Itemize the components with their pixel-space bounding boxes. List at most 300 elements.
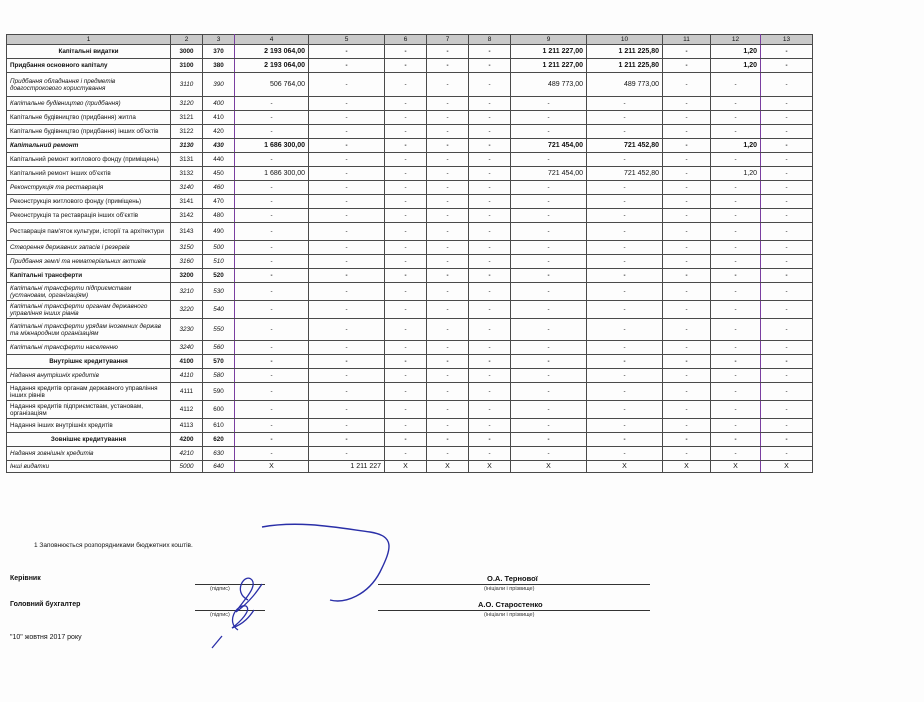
row-label: Капітальні трансферти населенню [7, 341, 171, 355]
value-cell-col-10: 721 452,80 [587, 167, 663, 181]
value-cell-col-9: - [511, 301, 587, 319]
kekv-code-cell: 4210 [171, 447, 203, 461]
value-cell-col-12: 1,20 [711, 139, 761, 153]
value-cell-col-11: X [663, 461, 711, 473]
row-label: Реконструкція та реставрація [7, 181, 171, 195]
column-number-header: 3 [203, 35, 235, 45]
value-cell-col-7: - [427, 283, 469, 301]
value-cell-col-4: X [235, 461, 309, 473]
value-cell-col-6: X [385, 461, 427, 473]
row-label: Капітальні трансферти органам державного управління інших рівнів [7, 301, 171, 319]
line-code-cell: 430 [203, 139, 235, 153]
kekv-code-cell: 3220 [171, 301, 203, 319]
row-label: Капітальні трансферти підприємствам (установам, організаціям) [7, 283, 171, 301]
line-code-cell: 390 [203, 73, 235, 97]
value-cell-col-11: - [663, 241, 711, 255]
line-code-cell: 410 [203, 111, 235, 125]
value-cell-col-10: - [587, 419, 663, 433]
value-cell-col-7: X [427, 461, 469, 473]
value-cell-col-10: - [587, 209, 663, 223]
value-cell-col-6: - [385, 209, 427, 223]
value-cell-col-5: - [309, 255, 385, 269]
value-cell-col-5: - [309, 139, 385, 153]
value-cell-col-5: - [309, 433, 385, 447]
line-code-cell: 540 [203, 301, 235, 319]
value-cell-col-11: - [663, 195, 711, 209]
kekv-code-cell: 3140 [171, 181, 203, 195]
kekv-code-cell: 3142 [171, 209, 203, 223]
value-cell-col-6: - [385, 223, 427, 241]
value-cell-col-10: - [587, 383, 663, 401]
kekv-code-cell: 3240 [171, 341, 203, 355]
value-cell-col-6: - [385, 369, 427, 383]
value-cell-col-6: - [385, 241, 427, 255]
value-cell-col-4: - [235, 369, 309, 383]
kekv-code-cell: 3130 [171, 139, 203, 153]
row-label: Капітальне будівництво (придбання) [7, 97, 171, 111]
value-cell-col-9: - [511, 319, 587, 341]
value-cell-col-5: - [309, 401, 385, 419]
value-cell-col-13: - [761, 111, 813, 125]
value-cell-col-12: - [711, 73, 761, 97]
table-row [7, 223, 813, 241]
table-row [7, 401, 813, 419]
value-cell-col-10: - [587, 269, 663, 283]
value-cell-col-12: - [711, 209, 761, 223]
line-code-cell: 420 [203, 125, 235, 139]
value-cell-col-4: - [235, 153, 309, 167]
row-label: Капітальні видатки [7, 45, 171, 59]
table-row [7, 97, 813, 111]
value-cell-col-8: - [469, 209, 511, 223]
row-label: Надання інших внутрішніх кредитів [7, 419, 171, 433]
row-label: Реконструкція та реставрація інших об'єктів [7, 209, 171, 223]
value-cell-col-12: - [711, 111, 761, 125]
table-row [7, 433, 813, 447]
value-cell-col-11: - [663, 223, 711, 241]
value-cell-col-4: - [235, 223, 309, 241]
value-cell-col-13: - [761, 401, 813, 419]
value-cell-col-13: - [761, 447, 813, 461]
value-cell-col-12: - [711, 97, 761, 111]
value-cell-col-6: - [385, 419, 427, 433]
kekv-code-cell: 3132 [171, 167, 203, 181]
kekv-code-cell: 3121 [171, 111, 203, 125]
value-cell-col-13: - [761, 153, 813, 167]
value-cell-col-11: - [663, 125, 711, 139]
kekv-code-cell: 4112 [171, 401, 203, 419]
value-cell-col-5: - [309, 355, 385, 369]
value-cell-col-10: - [587, 97, 663, 111]
accountant-name-caption: (ініціали і прізвище) [484, 612, 535, 618]
value-cell-col-11: - [663, 111, 711, 125]
kekv-code-cell: 3122 [171, 125, 203, 139]
value-cell-col-6: - [385, 283, 427, 301]
row-label: Капітальний ремонт [7, 139, 171, 153]
value-cell-col-5: - [309, 195, 385, 209]
value-cell-col-5: - [309, 383, 385, 401]
value-cell-col-11: - [663, 139, 711, 153]
value-cell-col-8: - [469, 401, 511, 419]
line-code-cell: 570 [203, 355, 235, 369]
line-code-cell: 460 [203, 181, 235, 195]
value-cell-col-7: - [427, 401, 469, 419]
value-cell-col-5: - [309, 341, 385, 355]
value-cell-col-13: - [761, 319, 813, 341]
value-cell-col-4: - [235, 301, 309, 319]
kekv-code-cell: 3230 [171, 319, 203, 341]
value-cell-col-7: - [427, 433, 469, 447]
value-cell-col-8: X [469, 461, 511, 473]
value-cell-col-9: - [511, 269, 587, 283]
table-row [7, 139, 813, 153]
value-cell-col-10: 489 773,00 [587, 73, 663, 97]
column-number-header: 2 [171, 35, 203, 45]
value-cell-col-10: - [587, 195, 663, 209]
value-cell-col-8: - [469, 269, 511, 283]
value-cell-col-8: - [469, 283, 511, 301]
value-cell-col-4: - [235, 319, 309, 341]
value-cell-col-9: - [511, 223, 587, 241]
value-cell-col-10: - [587, 447, 663, 461]
value-cell-col-4: - [235, 195, 309, 209]
value-cell-col-5: - [309, 419, 385, 433]
table-row [7, 419, 813, 433]
head-name: О.А. Тернової [487, 574, 538, 583]
value-cell-col-7: - [427, 355, 469, 369]
value-cell-col-7: - [427, 111, 469, 125]
value-cell-col-12: - [711, 283, 761, 301]
value-cell-col-11: - [663, 369, 711, 383]
value-cell-col-6: - [385, 341, 427, 355]
value-cell-col-10: - [587, 301, 663, 319]
value-cell-col-9: 489 773,00 [511, 73, 587, 97]
value-cell-col-10: 1 211 225,80 [587, 45, 663, 59]
value-cell-col-7: - [427, 209, 469, 223]
value-cell-col-13: - [761, 341, 813, 355]
value-cell-col-4: - [235, 181, 309, 195]
value-cell-col-5: - [309, 369, 385, 383]
value-cell-col-7: - [427, 167, 469, 181]
row-label: Капітальні трансферти урядам іноземних держав та міжнародним організаціям [7, 319, 171, 341]
value-cell-col-8: - [469, 139, 511, 153]
value-cell-col-7: - [427, 73, 469, 97]
value-cell-col-5: - [309, 447, 385, 461]
value-cell-col-9: - [511, 383, 587, 401]
value-cell-col-7: - [427, 419, 469, 433]
value-cell-col-12: 1,20 [711, 167, 761, 181]
value-cell-col-9: - [511, 111, 587, 125]
value-cell-col-12: - [711, 341, 761, 355]
value-cell-col-11: - [663, 45, 711, 59]
value-cell-col-11: - [663, 283, 711, 301]
head-label: Керівник [10, 575, 41, 582]
header-row [7, 35, 813, 45]
value-cell-col-8: - [469, 341, 511, 355]
value-cell-col-6: - [385, 401, 427, 419]
value-cell-col-6: - [385, 111, 427, 125]
value-cell-col-7: - [427, 45, 469, 59]
row-label: Придбання землі та нематеріальних активів [7, 255, 171, 269]
value-cell-col-7: - [427, 195, 469, 209]
value-cell-col-8: - [469, 433, 511, 447]
value-cell-col-9: - [511, 341, 587, 355]
line-code-cell: 520 [203, 269, 235, 283]
value-cell-col-7: - [427, 125, 469, 139]
value-cell-col-5: - [309, 241, 385, 255]
line-code-cell: 600 [203, 401, 235, 419]
value-cell-col-8: - [469, 195, 511, 209]
value-cell-col-7: - [427, 369, 469, 383]
table-row [7, 255, 813, 269]
footnote: 1 Заповнюється розпорядниками бюджетних коштів. [34, 542, 193, 549]
value-cell-col-4: - [235, 283, 309, 301]
value-cell-col-6: - [385, 181, 427, 195]
value-cell-col-11: - [663, 319, 711, 341]
value-cell-col-8: - [469, 301, 511, 319]
value-cell-col-12: - [711, 401, 761, 419]
value-cell-col-4: - [235, 355, 309, 369]
column-number-header: 11 [663, 35, 711, 45]
accountant-sign-line [195, 610, 265, 611]
value-cell-col-12: - [711, 319, 761, 341]
value-cell-col-6: - [385, 73, 427, 97]
kekv-code-cell: 4111 [171, 383, 203, 401]
value-cell-col-12: - [711, 269, 761, 283]
row-label: Капітальне будівництво (придбання) житла [7, 111, 171, 125]
kekv-code-cell: 3120 [171, 97, 203, 111]
value-cell-col-4: 1 686 300,00 [235, 167, 309, 181]
table-row [7, 341, 813, 355]
value-cell-col-9: - [511, 355, 587, 369]
value-cell-col-13: - [761, 97, 813, 111]
line-code-cell: 480 [203, 209, 235, 223]
row-label: Внутрішнє кредитування [7, 355, 171, 369]
table-row [7, 383, 813, 401]
value-cell-col-9: - [511, 181, 587, 195]
value-cell-col-9: - [511, 209, 587, 223]
value-cell-col-12: X [711, 461, 761, 473]
value-cell-col-8: - [469, 241, 511, 255]
value-cell-col-10: - [587, 341, 663, 355]
value-cell-col-12: - [711, 223, 761, 241]
value-cell-col-6: - [385, 195, 427, 209]
value-cell-col-13: - [761, 209, 813, 223]
column-number-header: 7 [427, 35, 469, 45]
value-cell-col-11: - [663, 447, 711, 461]
value-cell-col-6: - [385, 319, 427, 341]
line-code-cell: 500 [203, 241, 235, 255]
kekv-code-cell: 3141 [171, 195, 203, 209]
row-label: Реставрація пам'яток культури, історії та архітектури [7, 223, 171, 241]
value-cell-col-5: - [309, 167, 385, 181]
line-code-cell: 530 [203, 283, 235, 301]
value-cell-col-11: - [663, 433, 711, 447]
document-date: "10" жовтня 2017 року [10, 634, 82, 641]
column-number-header: 4 [235, 35, 309, 45]
row-label: Надання кредитів підприємствам, установам, організаціям [7, 401, 171, 419]
value-cell-col-11: - [663, 59, 711, 73]
value-cell-col-10: - [587, 283, 663, 301]
value-cell-col-12: - [711, 419, 761, 433]
value-cell-col-7: - [427, 241, 469, 255]
value-cell-col-9: - [511, 283, 587, 301]
value-cell-col-9: 1 211 227,00 [511, 59, 587, 73]
value-cell-col-8: - [469, 111, 511, 125]
value-cell-col-6: - [385, 301, 427, 319]
row-label: Реконструкція житлового фонду (приміщень) [7, 195, 171, 209]
value-cell-col-5: - [309, 181, 385, 195]
value-cell-col-12: - [711, 383, 761, 401]
value-cell-col-9: X [511, 461, 587, 473]
value-cell-col-4: 1 686 300,00 [235, 139, 309, 153]
value-cell-col-5: - [309, 45, 385, 59]
value-cell-col-9: - [511, 195, 587, 209]
value-cell-col-13: - [761, 283, 813, 301]
value-cell-col-13: X [761, 461, 813, 473]
value-cell-col-11: - [663, 269, 711, 283]
value-cell-col-5: - [309, 301, 385, 319]
value-cell-col-4: 2 193 064,00 [235, 59, 309, 73]
column-number-header: 8 [469, 35, 511, 45]
value-cell-col-5: - [309, 209, 385, 223]
value-cell-col-8: - [469, 167, 511, 181]
value-cell-col-7: - [427, 181, 469, 195]
value-cell-col-13: - [761, 241, 813, 255]
value-cell-col-7: - [427, 139, 469, 153]
value-cell-col-8: - [469, 419, 511, 433]
table-row [7, 167, 813, 181]
value-cell-col-7: - [427, 319, 469, 341]
value-cell-col-11: - [663, 341, 711, 355]
kekv-code-cell: 3150 [171, 241, 203, 255]
value-cell-col-13: - [761, 269, 813, 283]
table-row [7, 461, 813, 473]
value-cell-col-11: - [663, 355, 711, 369]
line-code-cell: 550 [203, 319, 235, 341]
value-cell-col-4: - [235, 419, 309, 433]
value-cell-col-12: 1,20 [711, 59, 761, 73]
value-cell-col-7: - [427, 153, 469, 167]
table-row [7, 269, 813, 283]
kekv-code-cell: 3143 [171, 223, 203, 241]
value-cell-col-7: - [427, 341, 469, 355]
column-number-header: 9 [511, 35, 587, 45]
value-cell-col-13: - [761, 73, 813, 97]
value-cell-col-9: - [511, 433, 587, 447]
table-row [7, 59, 813, 73]
row-label: Придбання обладнання і предметів довгострокового користування [7, 73, 171, 97]
value-cell-col-8: - [469, 153, 511, 167]
value-cell-col-8: - [469, 383, 511, 401]
value-cell-col-5: - [309, 125, 385, 139]
value-cell-col-12: - [711, 195, 761, 209]
value-cell-col-10: - [587, 153, 663, 167]
row-label: Капітальний ремонт житлового фонду (приміщень) [7, 153, 171, 167]
value-cell-col-7: - [427, 97, 469, 111]
value-cell-col-10: - [587, 369, 663, 383]
value-cell-col-10: - [587, 319, 663, 341]
column-number-header: 5 [309, 35, 385, 45]
value-cell-col-13: - [761, 125, 813, 139]
kekv-code-cell: 4110 [171, 369, 203, 383]
value-cell-col-7: - [427, 301, 469, 319]
kekv-code-cell: 3160 [171, 255, 203, 269]
value-cell-col-6: - [385, 167, 427, 181]
value-cell-col-4: - [235, 241, 309, 255]
accountant-name: А.О. Старостенко [478, 600, 543, 609]
value-cell-col-4: - [235, 447, 309, 461]
value-cell-col-8: - [469, 255, 511, 269]
signature-stroke-long [262, 524, 389, 601]
value-cell-col-10: 1 211 225,80 [587, 59, 663, 73]
table-row [7, 319, 813, 341]
value-cell-col-6: - [385, 153, 427, 167]
line-code-cell: 490 [203, 223, 235, 241]
value-cell-col-10: - [587, 223, 663, 241]
value-cell-col-7: - [427, 223, 469, 241]
value-cell-col-11: - [663, 383, 711, 401]
value-cell-col-4: - [235, 269, 309, 283]
value-cell-col-10: - [587, 255, 663, 269]
value-cell-col-9: - [511, 241, 587, 255]
value-cell-col-4: 506 764,00 [235, 73, 309, 97]
value-cell-col-12: 1,20 [711, 45, 761, 59]
value-cell-col-11: - [663, 167, 711, 181]
value-cell-col-10: - [587, 125, 663, 139]
value-cell-col-5: - [309, 73, 385, 97]
kekv-code-cell: 3000 [171, 45, 203, 59]
value-cell-col-13: - [761, 255, 813, 269]
value-cell-col-5: 1 211 227 [309, 461, 385, 473]
value-cell-col-5: - [309, 111, 385, 125]
value-cell-col-13: - [761, 355, 813, 369]
value-cell-col-11: - [663, 181, 711, 195]
line-code-cell: 590 [203, 383, 235, 401]
value-cell-col-6: - [385, 125, 427, 139]
table-row [7, 73, 813, 97]
column-number-header: 10 [587, 35, 663, 45]
row-label: Надання кредитів органам державного управління інших рівнів [7, 383, 171, 401]
value-cell-col-13: - [761, 419, 813, 433]
head-sign-caption: (підпис) [210, 586, 230, 592]
value-cell-col-11: - [663, 401, 711, 419]
accountant-name-line [378, 610, 650, 611]
value-cell-col-6: - [385, 97, 427, 111]
value-cell-col-4: 2 193 064,00 [235, 45, 309, 59]
value-cell-col-5: - [309, 283, 385, 301]
row-label: Створення державних запасів і резервів [7, 241, 171, 255]
value-cell-col-11: - [663, 419, 711, 433]
value-cell-col-13: - [761, 223, 813, 241]
row-label: Надання зовнішніх кредитів [7, 447, 171, 461]
line-code-cell: 630 [203, 447, 235, 461]
value-cell-col-13: - [761, 181, 813, 195]
value-cell-col-10: - [587, 241, 663, 255]
value-cell-col-10: 721 452,80 [587, 139, 663, 153]
line-code-cell: 610 [203, 419, 235, 433]
value-cell-col-4: - [235, 255, 309, 269]
value-cell-col-4: - [235, 341, 309, 355]
line-code-cell: 620 [203, 433, 235, 447]
row-label: Зовнішнє кредитування [7, 433, 171, 447]
value-cell-col-8: - [469, 319, 511, 341]
value-cell-col-5: - [309, 269, 385, 283]
value-cell-col-5: - [309, 97, 385, 111]
column-number-header: 1 [7, 35, 171, 45]
value-cell-col-13: - [761, 301, 813, 319]
value-cell-col-7: - [427, 383, 469, 401]
